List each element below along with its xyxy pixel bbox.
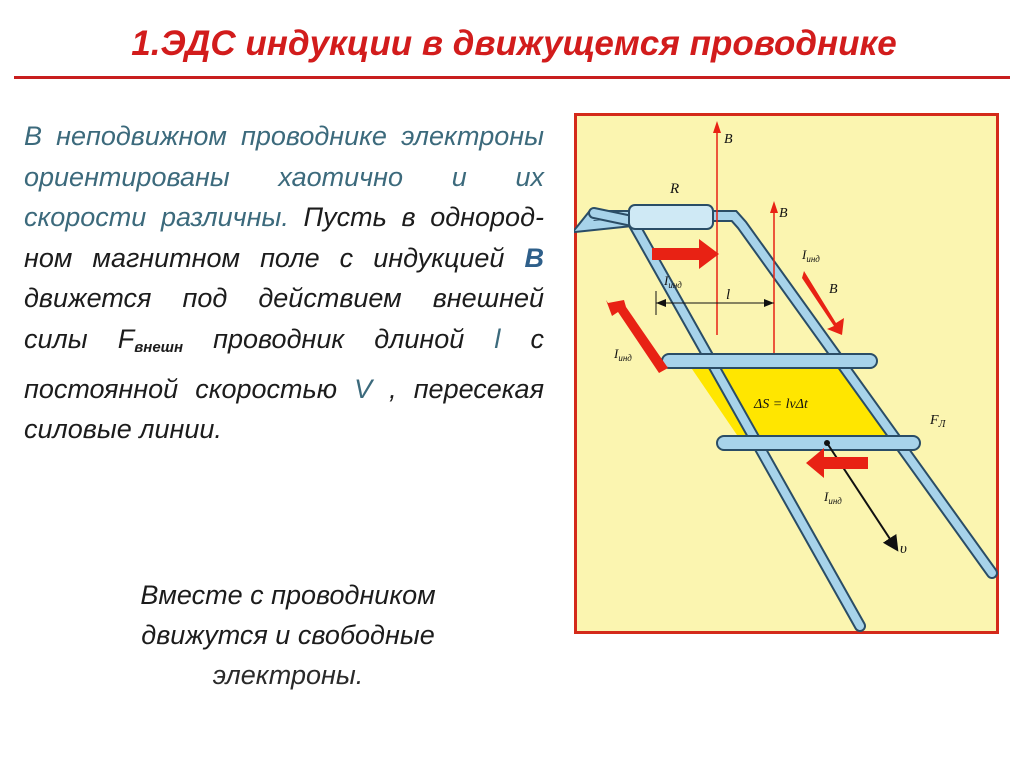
para2-text: Вместе с проводником движутся и свободные xyxy=(140,580,436,650)
label-v: υ xyxy=(900,541,907,557)
para2-tail: электроны. xyxy=(212,660,364,690)
label-B-1: B xyxy=(724,132,733,147)
paragraph-2 xyxy=(78,575,498,695)
title-underline xyxy=(14,76,1010,79)
label-I-2: $I_{инд}$ xyxy=(664,273,682,290)
label-I-1: $I_{инд}$ xyxy=(802,247,820,264)
para1-end: , пересекая силовые линии. xyxy=(24,373,544,445)
symbol-l: l xyxy=(494,323,501,354)
label-I-3: $I_{инд}$ xyxy=(614,346,632,363)
subscript-vneshn: внешн xyxy=(134,338,184,356)
symbol-v: V xyxy=(354,373,373,404)
para1-mid2: движется под действием внешней силы F xyxy=(24,283,544,354)
slide-title: 1.ЭДС индукции в движущемся проводнике xyxy=(131,24,897,63)
para1-mid1: Пусть в однород-ном магнитном поле с индукцией xyxy=(24,202,544,273)
para1-mid4: с постоянной скоростью xyxy=(24,323,544,404)
label-dS: ΔS = lvΔt xyxy=(754,397,808,412)
resistor xyxy=(629,205,713,229)
label-l: l xyxy=(726,287,731,303)
label-B-2: B xyxy=(779,206,788,221)
paragraph-1 xyxy=(24,116,544,450)
label-F: $F_Л$ xyxy=(930,413,946,430)
symbol-B: B xyxy=(524,242,544,273)
induction-diagram xyxy=(574,113,999,634)
para1-mid3: проводник длиной xyxy=(213,323,465,354)
label-R: R xyxy=(670,181,680,197)
label-I-4: $I_{инд}$ xyxy=(824,489,842,506)
para1-lead: В неподвижном проводнике электроны ориентированы хаотично и их скорости различны. xyxy=(24,121,544,233)
label-B-3: B xyxy=(829,282,838,297)
induction-figure xyxy=(574,113,999,634)
main-text xyxy=(24,116,544,450)
